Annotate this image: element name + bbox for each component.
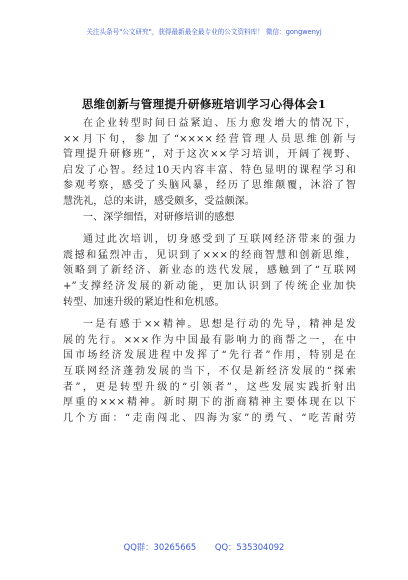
paragraph-training-feelings bbox=[63, 232, 356, 310]
qq-group-number: QQ群：30265665 bbox=[123, 542, 197, 552]
text-line: 慧洗礼，总的来讲，感受颇多，受益颇深。 bbox=[63, 195, 255, 207]
text-line: 国市场经济发展进程中发挥了“先行者”作用，特别是在 bbox=[63, 350, 356, 362]
page-footer-contact bbox=[0, 541, 408, 553]
text-line: +”支撑经济发展的新动能，更加认识到了传统企业加快 bbox=[63, 280, 356, 292]
text-line: 转型、加速升级的紧迫性和危机感。 bbox=[63, 296, 225, 308]
section-heading: 一、深学细悟，对研修培训的感想 bbox=[83, 211, 235, 223]
text-line: 一是有感于××精神。思想是行动的先导，精神是发 bbox=[83, 319, 356, 331]
text-line: 者”，更是转型升级的“引领者”，这些发展实践折射出 bbox=[63, 381, 356, 393]
text-line: 启发了心智。经过10天内容丰富、特色显明的课程学习和 bbox=[63, 164, 356, 176]
text-line: 领略到了新经济、新业态的迭代发展，感触到了“互联网 bbox=[63, 265, 356, 277]
text-line: 厚重的×××精神。新时期下的浙商精神主要体现在以下 bbox=[63, 397, 356, 409]
text-line: 参观考察，感受了头脑风暴，经历了思维颠覆，沐浴了智 bbox=[63, 180, 356, 192]
text-line: 互联网经济蓬勃发展的当下，不仅是新经济发展的“探索 bbox=[63, 365, 356, 377]
text-line: 展的先行。×××作为中国最有影响力的商帮之一，在中 bbox=[63, 334, 356, 346]
paragraph-intro bbox=[63, 116, 356, 210]
qq-number: QQ：535304092 bbox=[214, 542, 285, 552]
section-heading-1 bbox=[63, 210, 356, 226]
text-line: ××月下旬，参加了“××××经营管理人员思维创新与 bbox=[63, 133, 356, 145]
document-title: 思维创新与管理提升研修班培训学习心得体会1 bbox=[81, 97, 327, 111]
paragraph-spirit bbox=[63, 317, 356, 426]
document-body bbox=[63, 116, 356, 426]
text-line: 管理提升研修班”，对于这次××学习培训，开阔了视野、 bbox=[63, 149, 356, 161]
page-header-notice: 关注头条号"公文研究"，获得最新最全最专业的公文资料库！ 微信：gongwenyj bbox=[86, 28, 322, 36]
text-line: 震撼和猛烈冲击，见识到了×××的经商智慧和创新思维， bbox=[63, 249, 356, 261]
text-line: 通过此次培训，切身感受到了互联网经济带来的强力 bbox=[83, 234, 356, 246]
text-line: 在企业转型时间日益紧迫、压力愈发增大的情况下， bbox=[83, 118, 356, 129]
text-line: 几个方面：“走南闯北、四海为家”的勇气、“吃苦耐劳 bbox=[63, 412, 356, 424]
